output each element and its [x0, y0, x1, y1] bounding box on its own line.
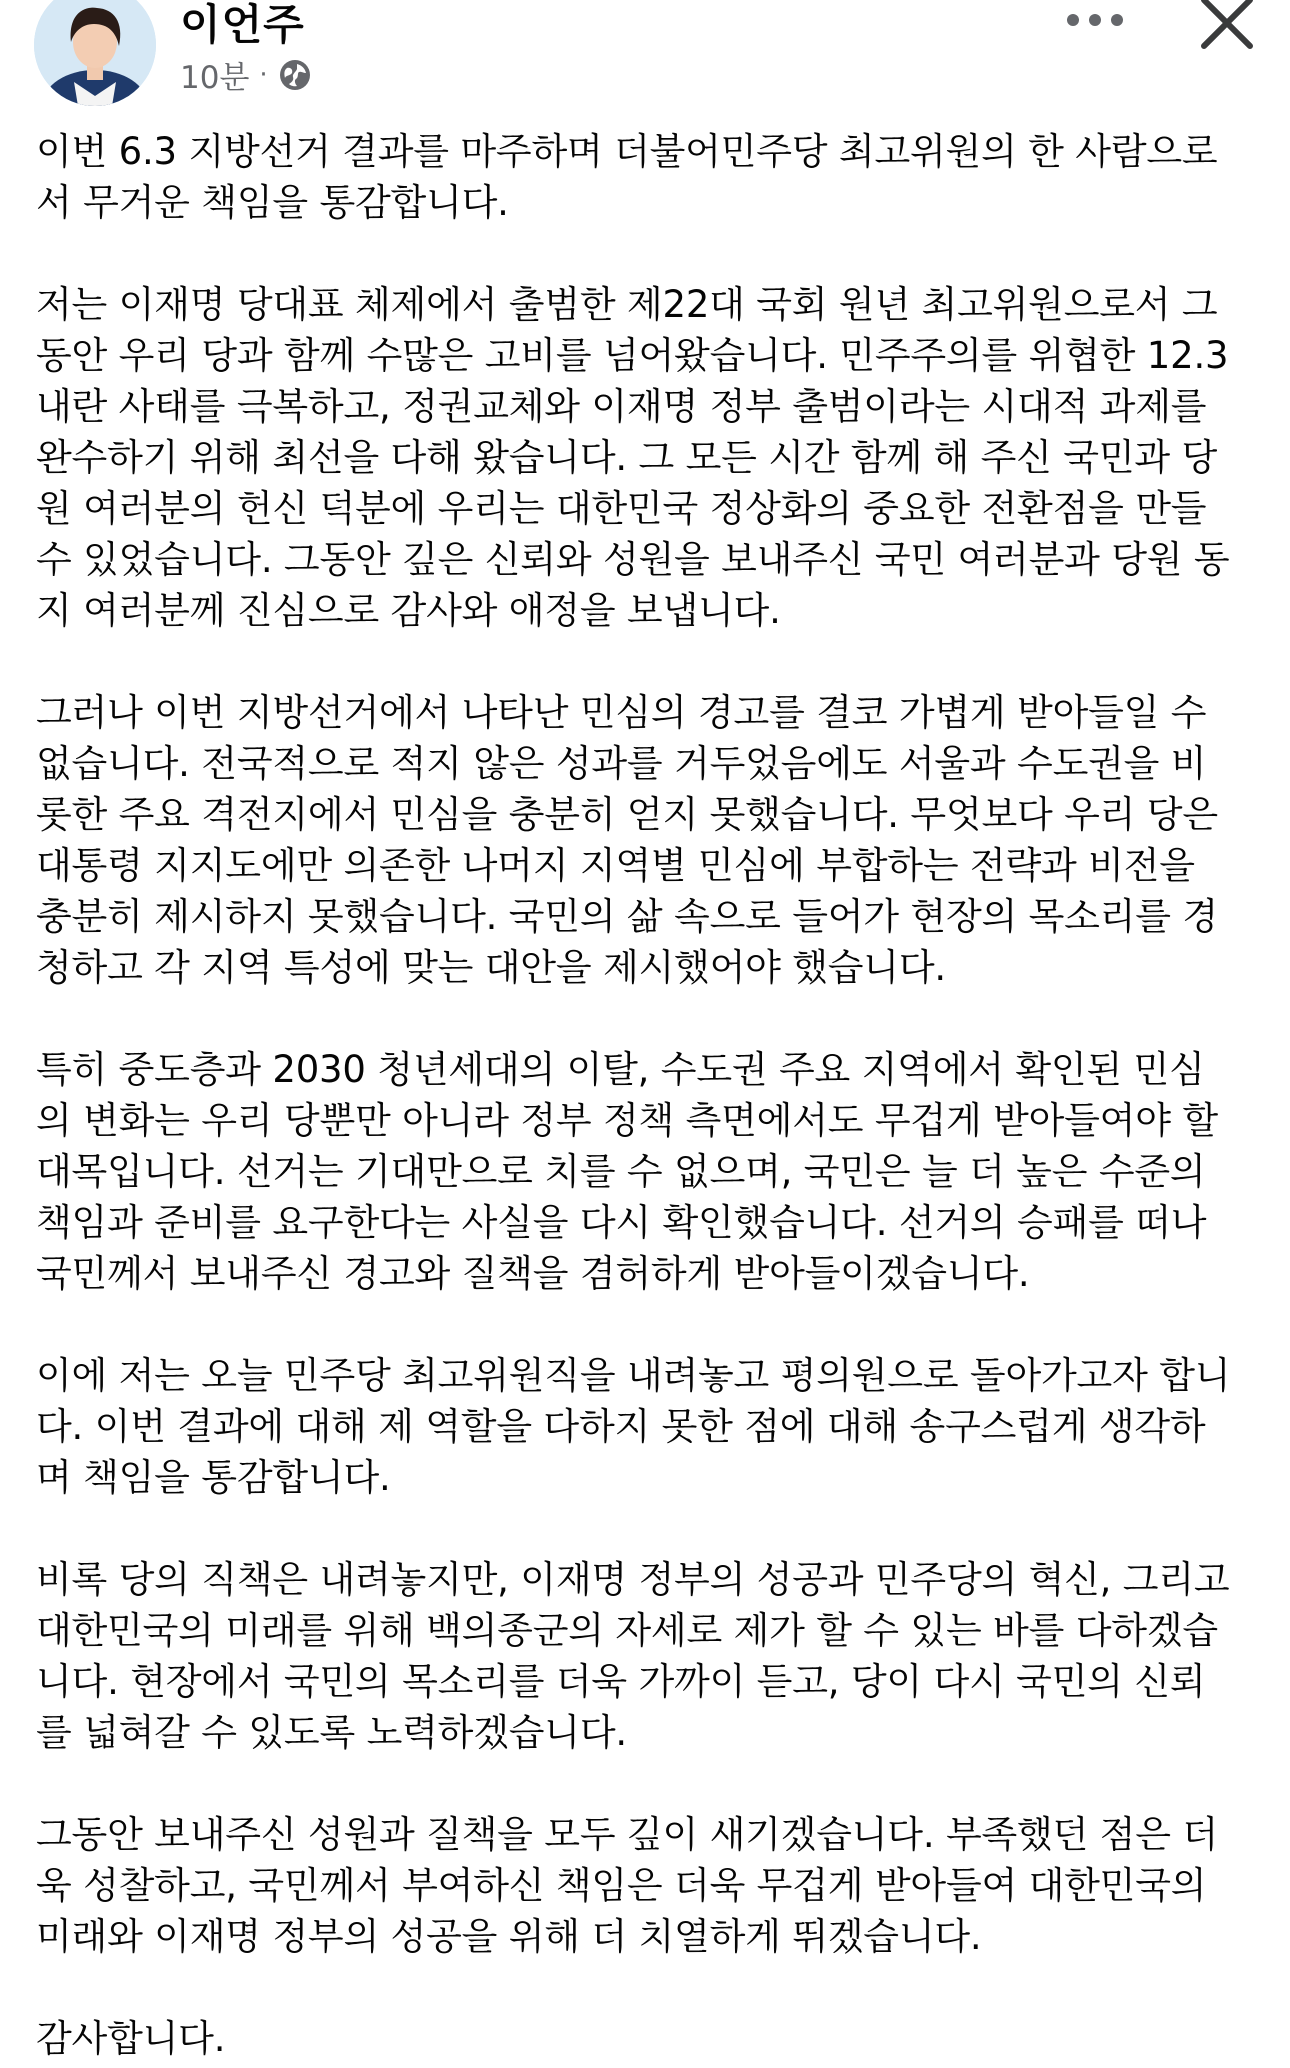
close-icon	[1196, 0, 1258, 54]
meta-separator: ·	[259, 59, 268, 90]
post-paragraph-4: 특히 중도층과 2030 청년세대의 이탈, 수도권 주요 지역에서 확인된 민심 의 변화는 우리 당뿐만 아니라 정부 정책 측면에서도 무겁게 받아들여야 할 대목입니다. 선거는 기대만으로 치를 수 없으며, 국민은 늘 더 높은 수준의 책임과 준비를 요구한다는 사실을 다시 확인했습니다. 선거의 승패를 떠나 국민께서 보내주신 경고와 질책을 겸허하게 받아들이겠습니다.	[36, 1048, 1218, 1295]
more-horizontal-icon	[1065, 13, 1125, 27]
post-paragraph-6: 비록 당의 직책은 내려놓지만, 이재명 정부의 성공과 민주당의 혁신, 그리고 대한민국의 미래를 위해 백의종군의 자세로 제가 할 수 있는 바를 다하겠습 니다. 현장에서 국민의 목소리를 더욱 가까이 듣고, 당이 다시 국민의 신뢰 를 넓혀갈 수 있도록 노력하겠습니다.	[36, 1558, 1230, 1754]
post-timestamp[interactable]: 10분	[180, 60, 250, 96]
post-paragraph-7: 그동안 보내주신 성원과 질책을 모두 깊이 새기겠습니다. 부족했던 점은 더 욱 성찰하고, 국민께서 부여하신 책임은 더욱 무겁게 받아들여 대한민국의 미래와 이재명 정부의 성공을 위해 더 치열하게 뛰겠습니다.	[36, 1813, 1218, 1958]
post-meta	[180, 52, 312, 97]
globe-icon	[278, 58, 312, 92]
more-options-button[interactable]	[1050, 0, 1140, 40]
post-body	[36, 126, 1266, 2068]
post-paragraph-3: 그러나 이번 지방선거에서 나타난 민심의 경고를 결코 가볍게 받아들일 수 없습니다. 전국적으로 적지 않은 성과를 거두었음에도 서울과 수도권을 비 롯한 주요 격전지에서 민심을 충분히 얻지 못했습니다. 무엇보다 우리 당은 대통령 지지도에만 의존한 나머지 지역별 민심에 부합하는 전략과 비전을 충분히 제시하지 못했습니다. 국민의 삶 속으로 들어가 현장의 목소리를 경 청하고 각 지역 특성에 맞는 대안을 제시했어야 했습니다.	[36, 691, 1218, 989]
post-paragraph-5: 이에 저는 오늘 민주당 최고위원직을 내려놓고 평의원으로 돌아가고자 합니 다. 이번 결과에 대해 제 역할을 다하지 못한 점에 대해 송구스럽게 생각하 며 책임을 통감합니다.	[36, 1354, 1231, 1499]
post-header	[0, 0, 1290, 112]
profile-photo-icon	[34, 0, 156, 106]
close-button[interactable]	[1196, 0, 1258, 54]
author-name[interactable]: 이언주	[180, 0, 305, 49]
post-paragraph-8: 감사합니다.	[36, 2017, 226, 2060]
post-paragraph-1: 이번 6.3 지방선거 결과를 마주하며 더불어민주당 최고위원의 한 사람으로 서 무거운 책임을 통감합니다.	[36, 130, 1218, 224]
avatar[interactable]	[34, 0, 156, 106]
post-paragraph-2: 저는 이재명 당대표 체제에서 출범한 제22대 국회 원년 최고위원으로서 그 동안 우리 당과 함께 수많은 고비를 넘어왔습니다. 민주주의를 위협한 12.3 내란 사태를 극복하고, 정권교체와 이재명 정부 출범이라는 시대적 과제를 완수하기 위해 최선을 다해 왔습니다. 그 모든 시간 함께 해 주신 국민과 당 원 여러분의 헌신 덕분에 우리는 대한민국 정상화의 중요한 전환점을 만들 수 있었습니다. 그동안 깊은 신뢰와 성원을 보내주신 국민 여러분과 당원 동 지 여러분께 진심으로 감사와 애정을 보냅니다.	[36, 283, 1230, 632]
